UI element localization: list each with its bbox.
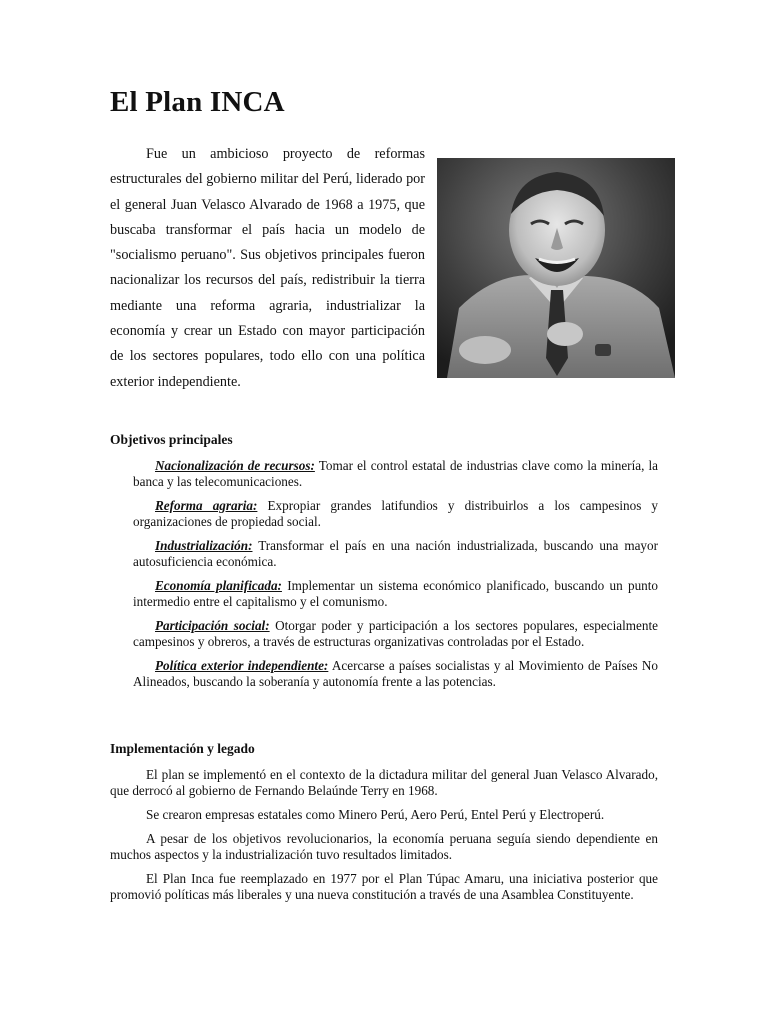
implementation-paragraph	[110, 767, 658, 799]
objective-item	[133, 458, 658, 490]
implementation-paragraph	[110, 807, 658, 823]
intro-text: Fue un ambicioso proyecto de reformas estructurales del gobierno militar del Perú, liderado por el general Juan Velasco Alvarado de 1968 a 1975, que buscaba transformar el país hacia un modelo de "socialismo peruano". Sus objetivos principales fueron nacionalizar los recursos del país, redistribuir la tierra mediante una reforma agraria, industrializar la economía y crear un Estado con mayor participación de los sectores populares, todo ello con una política exterior independiente.	[110, 146, 425, 390]
paragraph-text: El Plan Inca fue reemplazado en 1977 por el Plan Túpac Amaru, una iniciativa posterior que promovió políticas más liberales y una nueva constitución a través de una Asamblea Constituyente.	[110, 871, 658, 902]
implementation-body	[110, 767, 658, 911]
objective-term: Industrialización:	[155, 538, 253, 553]
objective-item	[133, 658, 658, 690]
objective-text: Tomar el control estatal de industrias clave como la minería, la banca y las telecomunicaciones.	[133, 458, 659, 489]
page-title: El Plan INCA	[110, 86, 285, 118]
implementation-heading: Implementación y legado	[110, 741, 255, 756]
paragraph-text: El plan se implementó en el contexto de la dictadura militar del general Juan Velasco Alvarado, que derrocó al gobierno de Fernando Belaúnde Terry en 1968.	[110, 767, 658, 798]
intro-paragraph	[110, 142, 425, 395]
portrait-photo	[437, 158, 675, 378]
portrait-image	[437, 158, 675, 378]
objective-term: Participación social:	[155, 618, 270, 633]
objective-item	[133, 538, 658, 570]
paragraph-text: Se crearon empresas estatales como Minero Perú, Aero Perú, Entel Perú y Electroperú.	[146, 807, 605, 822]
objective-item	[133, 618, 658, 650]
paragraph-text: A pesar de los objetivos revolucionarios, la economía peruana seguía siendo dependiente en muchos aspectos y la industrialización tuvo resultados limitados.	[110, 831, 658, 862]
objective-term: Política exterior independiente:	[155, 658, 329, 673]
implementation-paragraph	[110, 831, 658, 863]
objective-item	[133, 578, 658, 610]
objective-text: Otorgar poder y participación a los sectores populares, especialmente campesinos y obreros, a través de estructuras organizativas controladas por el Estado.	[133, 618, 659, 649]
objective-text: Acercarse a países socialistas y al Movimiento de Países No Alineados, buscando la soberanía y autonomía frente a las potencias.	[133, 658, 658, 689]
objective-text: Transformar el país en una nación industrializada, buscando una mayor autosuficiencia económica.	[133, 538, 659, 569]
objectives-list	[133, 458, 658, 698]
objective-text: Implementar un sistema económico planificado, buscando un punto intermedio entre el capitalismo y el comunismo.	[133, 578, 659, 609]
objective-text: Expropiar grandes latifundios y distribuirlos a los campesinos y organizaciones de propiedad social.	[133, 498, 659, 529]
objective-term: Reforma agraria:	[155, 498, 258, 513]
objective-term: Economía planificada:	[155, 578, 282, 593]
objective-item	[133, 498, 658, 530]
implementation-paragraph	[110, 871, 658, 903]
objectives-heading: Objetivos principales	[110, 432, 233, 447]
objective-term: Nacionalización de recursos:	[155, 458, 315, 473]
